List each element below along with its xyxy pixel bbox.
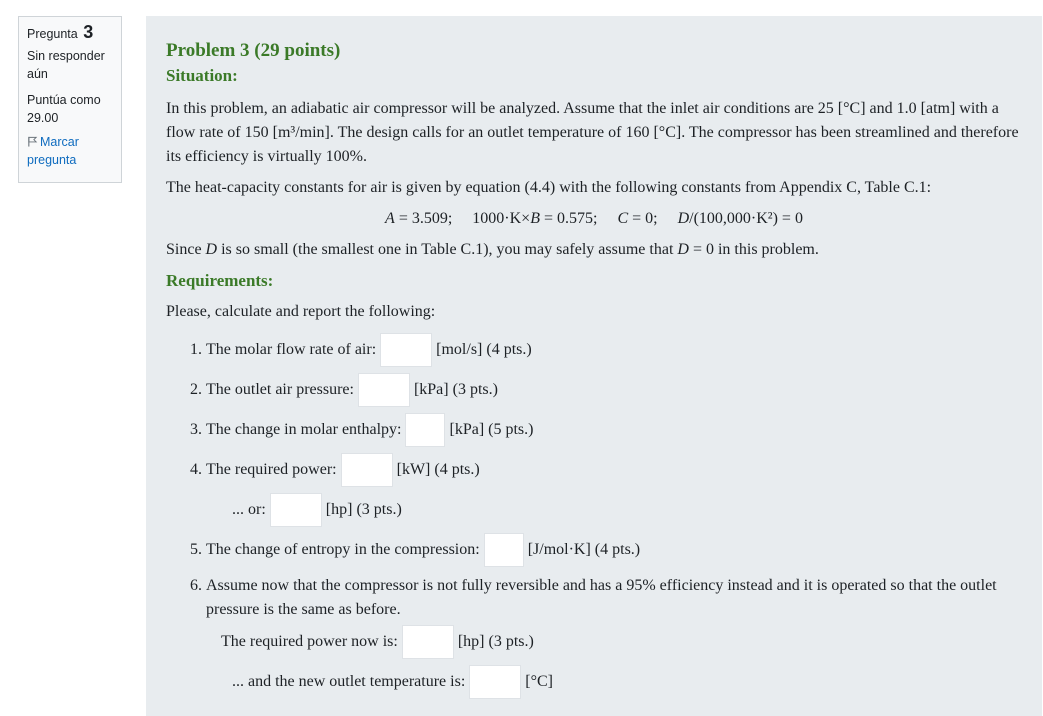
assumption-var-d: D [205,241,218,258]
list-item-6 [206,570,1022,702]
grade-label: Puntúa como [27,93,101,107]
answer-input-power-hp[interactable] [270,493,322,527]
answer-input-enthalpy-change[interactable] [405,413,445,447]
flag-question-label: Marcar pregunta [27,135,79,167]
item-6-temp-row [206,662,1022,702]
eq-c-var: C [617,210,629,227]
answer-input-power-hp-95[interactable] [402,625,454,659]
item-2-label: 2. The outlet air pressure: [206,381,354,398]
constants-equation [166,207,1022,231]
requirements-list [166,330,1022,702]
problem-title: Problem 3 (29 points) [166,40,341,61]
eq-b-pre: 1000·K× [472,210,531,227]
situation-heading: Situation: [166,66,238,85]
flag-question-link[interactable] [27,133,113,169]
item-3-unit: [kPa] (5 pts.) [449,421,534,438]
item-4-alt [206,490,1022,530]
eq-b-val: = 0.575; [539,210,598,227]
item-6-power-label: The required power now is: [221,633,398,650]
item-6-temp-label: ... and the new outlet temperature is: [232,673,466,690]
assumption-paragraph [166,238,1022,262]
answer-input-entropy-change[interactable] [484,533,524,567]
eq-a-var: A [385,210,395,227]
answer-input-outlet-pressure[interactable] [358,373,410,407]
requirements-heading: Requirements: [166,271,274,290]
list-item-1 [206,330,1022,370]
question-grade [27,91,113,127]
list-item-3 [206,410,1022,450]
item-5-label: 5. The change of entropy in the compression: [206,541,480,558]
constants-paragraph: The heat-capacity constants for air is given by equation (4.4) with the following constants from Appendix C, Table C.1: [166,179,932,196]
answer-input-power-kw[interactable] [341,453,393,487]
item-6-power-unit: [hp] (3 pts.) [457,633,534,650]
question-state: Sin responder aún [27,49,105,81]
grade-value: 29.00 [27,111,59,125]
list-item-2 [206,370,1022,410]
instructions-paragraph: Please, calculate and report the following: [166,303,436,320]
eq-a-val: = 3.509; [394,210,453,227]
item-2-unit: [kPa] (3 pts.) [413,381,498,398]
eq-d-var: D [677,210,690,227]
question-number: 3 [83,22,94,42]
item-4-alt-unit: [hp] (3 pts.) [325,501,402,518]
question-info-panel [18,16,122,183]
item-3-label: 3. The change in molar enthalpy: [206,421,402,438]
eq-c-val: = 0; [628,210,658,227]
assumption-mid: is so small (the smallest one in Table C.1), you may safely assume that [217,241,678,258]
item-5-unit: [J/mol·K] (4 pts.) [527,541,641,558]
item-6-temp-unit: [°C] [525,673,553,690]
eq-d-val: /(100,000·K²) = 0 [689,210,803,227]
list-item-4 [206,450,1022,530]
list-item-5 [206,530,1022,570]
eq-b-var: B [530,210,540,227]
flag-icon [27,136,38,147]
assumption-pre: Since [166,241,206,258]
answer-input-outlet-temperature[interactable] [469,665,521,699]
question-number-row [27,23,113,43]
item-6-text: 6. Assume now that the compressor is not fully reversible and has a 95% efficiency instead and it is operated so that the outlet pressure is the same as before. [206,577,997,618]
question-label: Pregunta [27,27,78,41]
item-4-unit: [kW] (4 pts.) [396,461,480,478]
item-4-alt-label: ... or: [232,501,266,518]
item-1-unit: [mol/s] (4 pts.) [436,341,532,358]
item-1-label: 1. The molar flow rate of air: [206,341,377,358]
question-content [146,16,1042,716]
answer-input-molar-flow[interactable] [380,333,432,367]
assumption-post: = 0 in this problem. [688,241,819,258]
assumption-var-d-2: D [677,241,689,258]
situation-paragraph: In this problem, an adiabatic air compressor will be analyzed. Assume that the inlet air conditions are 25 [°C] and 1.0 [atm] with a flow rate of 150 [m³/min]. The design calls for an outlet temperature of 160 [°C]. The compressor has been streamlined and therefore its efficiency is virtually 100%. [166,100,1019,165]
item-6-power-row [206,622,1022,662]
item-4-label: 4. The required power: [206,461,337,478]
